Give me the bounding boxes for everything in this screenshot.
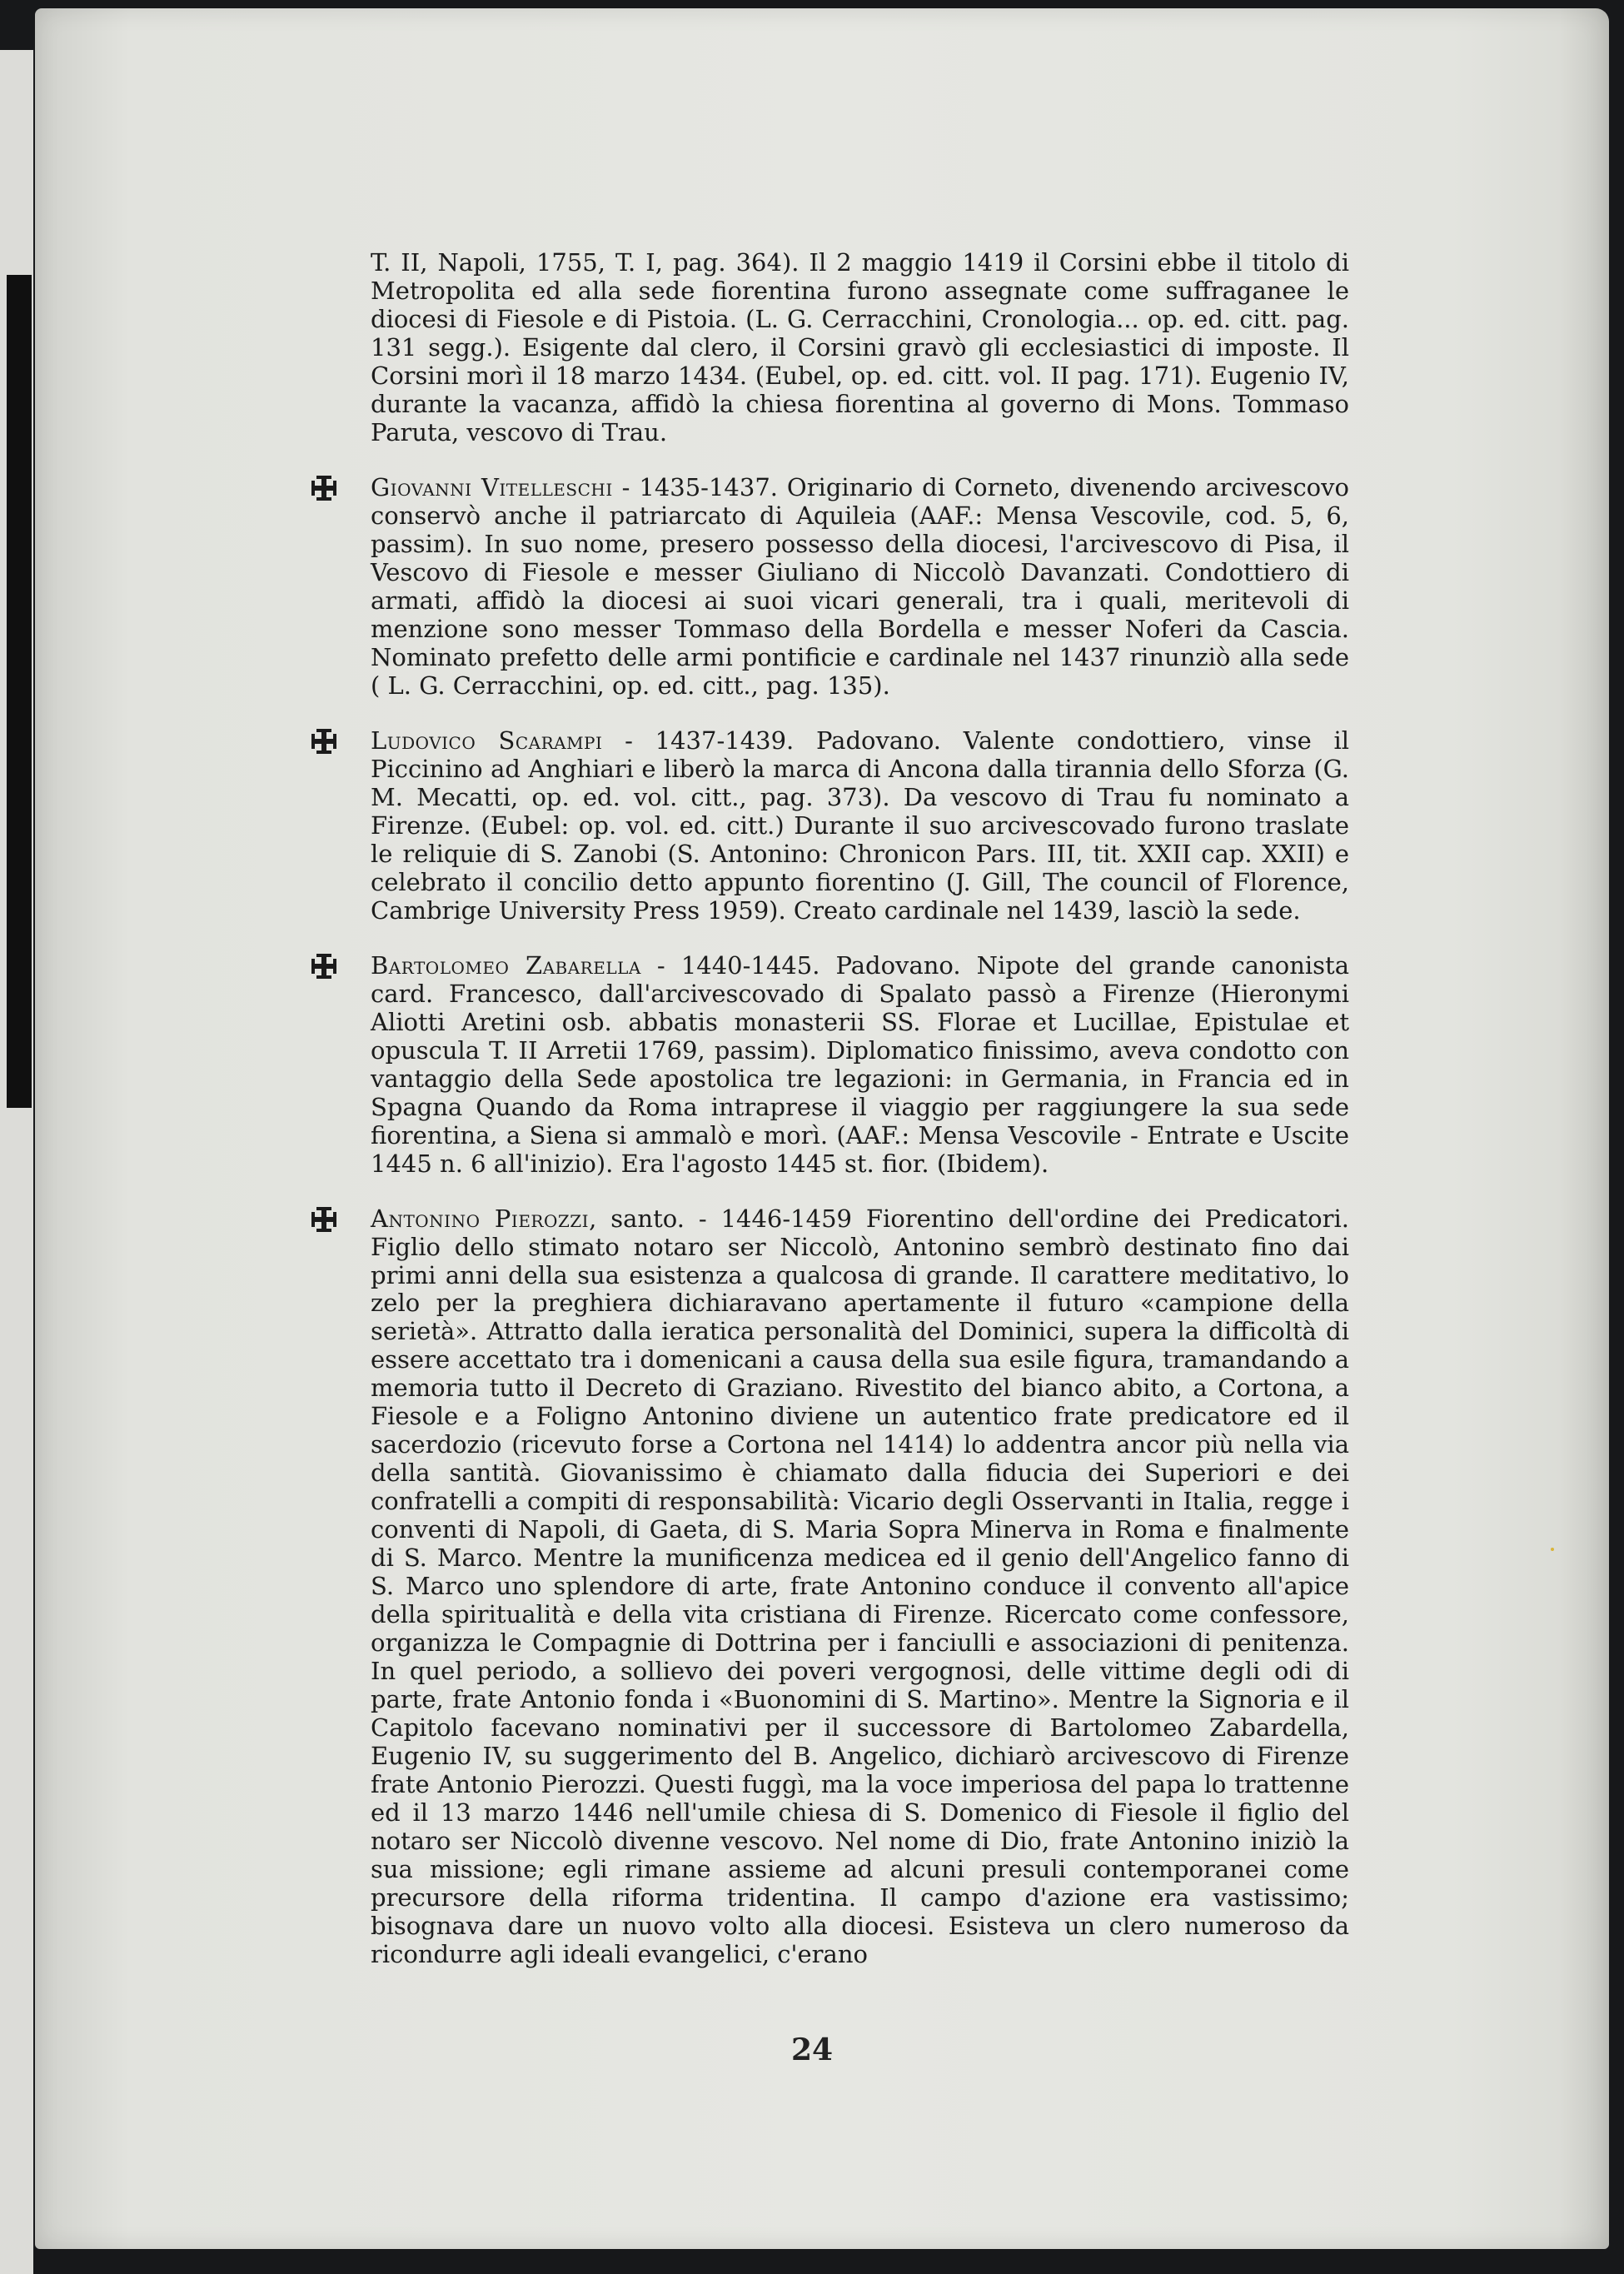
page-text-body (308, 248, 1349, 1995)
bishop-name: Giovanni Vitelleschi (371, 472, 613, 501)
bishop-entry (308, 951, 1349, 1178)
bishop-description: - 1440-1445. Padovano. Nipote del grande canonista card. Francesco, dall'arcivescovado di Spalato passò a Firenze (Hieronymi Aliotti Aretini osb. abbatis monasterii SS. Florae et Lucillae, Epistulae et opuscula T. II Arretii 1769, passim). Diplomatico finissimo, aveva condotto con vantaggio della Sede apostolica tre legazioni: in Germania, in Francia ed in Spagna Quando da Roma intraprese il viaggio per raggiungere la sua sede fiorentina, a Siena si ammalò e morì. (AAF.: Mensa Vescovile - Entrate e Uscite 1445 n. 6 all'inizio). Era l'agosto 1445 st. fior. (Ibidem). (371, 950, 1350, 1178)
page-number: 24 (790, 2032, 834, 2067)
bishop-name: Ludovico Scarampi (371, 726, 603, 755)
intro-text: T. II, Napoli, 1755, T. I, pag. 364). Il 2 maggio 1419 il Corsini ebbe il titolo di Metropolita ed alla sede fiorentina furono assegnate come suffraganee le diocesi di Fiesole e di Pistoia. (L. G. Cerracchini, Cronologia... op. ed. citt. pag. 131 segg.). Esigente dal clero, il Corsini gravò gli ecclesiastici di imposte. Il Corsini morì il 18 marzo 1434. (Eubel, op. ed. citt. vol. II pag. 171). Eugenio IV, durante la vacanza, affidò la chiesa fiorentina al governo di Mons. Tommaso Paruta, vescovo di Trau. (371, 248, 1349, 446)
maltese-cross-icon (310, 727, 338, 756)
bishop-description: - 1435-1437. Originario di Corneto, divenendo arcivescovo conservò anche il patriarcato di Aquileia (AAF.: Mensa Vescovile, cod. 5, 6, passim). In suo nome, presero possesso della diocesi, l'arcivescovo di Pisa, il Vescovo di Fiesole e messer Giuliano di Niccolò Davanzati. Condottiero di armati, affidò la diocesi ai suoi vicari generali, tra i quali, meritevoli di menzione sono messer Tommaso della Bordella e messer Noferi da Cascia. Nominato prefetto delle armi pontificie e cardinale nel 1437 rinunziò alla sede ( L. G. Cerracchini, op. ed. citt., pag. 135). (371, 472, 1349, 700)
bishop-description: - 1437-1439. Padovano. Valente condottiero, vinse il Piccinino ad Anghiari e liberò la marca di Ancona dalla tirannia dello Sforza (G. M. Mecatti, op. ed. vol. citt., pag. 373). Da vescovo di Trau fu nominato a Firenze. (Eubel: op. vol. ed. citt.) Durante il suo arcivescovado furono traslate le reliquie di S. Zanobi (S. Antonino: Chronicon Pars. III, tit. XXII cap. XXII) e celebrato il concilio detto appunto fiorentino (J. Gill, The council of Florence, Cambrige University Press 1959). Creato cardinale nel 1439, lasciò la sede. (371, 726, 1349, 925)
bishop-entry (308, 1204, 1349, 1969)
intro-paragraph (308, 248, 1349, 446)
paper-speck (1551, 1548, 1554, 1551)
maltese-cross-icon (310, 952, 338, 980)
bishop-name: Antonino Pierozzi (371, 1204, 590, 1233)
bishop-description: , santo. - 1446-1459 Fiorentino dell'ordine dei Predicatori. Figlio dello stimato notaro ser Niccolò, Antonino sembrò destinato fino dai primi anni della sua esistenza a qualcosa di grande. Il carattere meditativo, lo zelo per la preghiera dichiaravano apertamente il futuro «campione della serietà». Attratto dalla ieratica personalità del Dominici, supera la difficoltà di essere accettato tra i domenicani a causa della sua esile figura, tramandando a memoria tutto il Decreto di Graziano. Rivestito del bianco abito, a Cortona, a Fiesole e a Foligno Antonino diviene un autentico frate predicatore ed il sacerdozio (ricevuto forse a Cortona nel 1414) lo addentra ancor più nella via della santità. Giovanissimo è chiamato dalla fiducia dei Superiori e dei confratelli a compiti di responsabilità: Vicario degli Osservanti in Italia, regge i conventi di Napoli, di Gaeta, di S. Maria Sopra Minerva in Roma e finalmente di S. Marco. Mentre la munificenza medicea ed il genio dell'Angelico fanno di S. Marco uno splendore di arte, frate Antonino conduce il convento all'apice della spiritualità e della vita cristiana di Firenze. Ricercato come confessore, organizza le Compagnie di Dottrina per i fanciulli e associazioni di penitenza. In quel periodo, a sollievo dei poveri vergognosi, delle vittime degli odi di parte, frate Antonio fonda i «Buonomini di S. Martino». Mentre la Signoria e il Capitolo facevano nominativi per il successore di Bartolomeo Zabardella, Eugenio IV, su suggerimento del B. Angelico, dichiarò arcivescovo di Firenze frate Antonio Pierozzi. Questi fuggì, ma la voce imperiosa del papa lo trattenne ed il 13 marzo 1446 nell'umile chiesa di S. Domenico di Fiesole il figlio del notaro ser Niccolò divenne vescovo. Nel nome di Dio, frate Antonino iniziò la sua missione; egli rimane assieme ad alcuni presuli contemporanei come precursore della riforma tridentina. Il campo d'azione era vastissimo; bisognava dare un nuovo volto alla diocesi. Esisteva un clero numeroso da ricondurre agli ideali evangelici, c'erano (371, 1204, 1349, 1969)
bishop-entry (308, 726, 1349, 925)
page-curl-shadow (1559, 8, 1609, 2249)
maltese-cross-icon (310, 1205, 338, 1234)
maltese-cross-icon (310, 474, 338, 502)
bishop-entry (308, 473, 1349, 700)
bishop-name: Bartolomeo Zabarella (371, 950, 641, 980)
binding-shadow (7, 275, 32, 1108)
